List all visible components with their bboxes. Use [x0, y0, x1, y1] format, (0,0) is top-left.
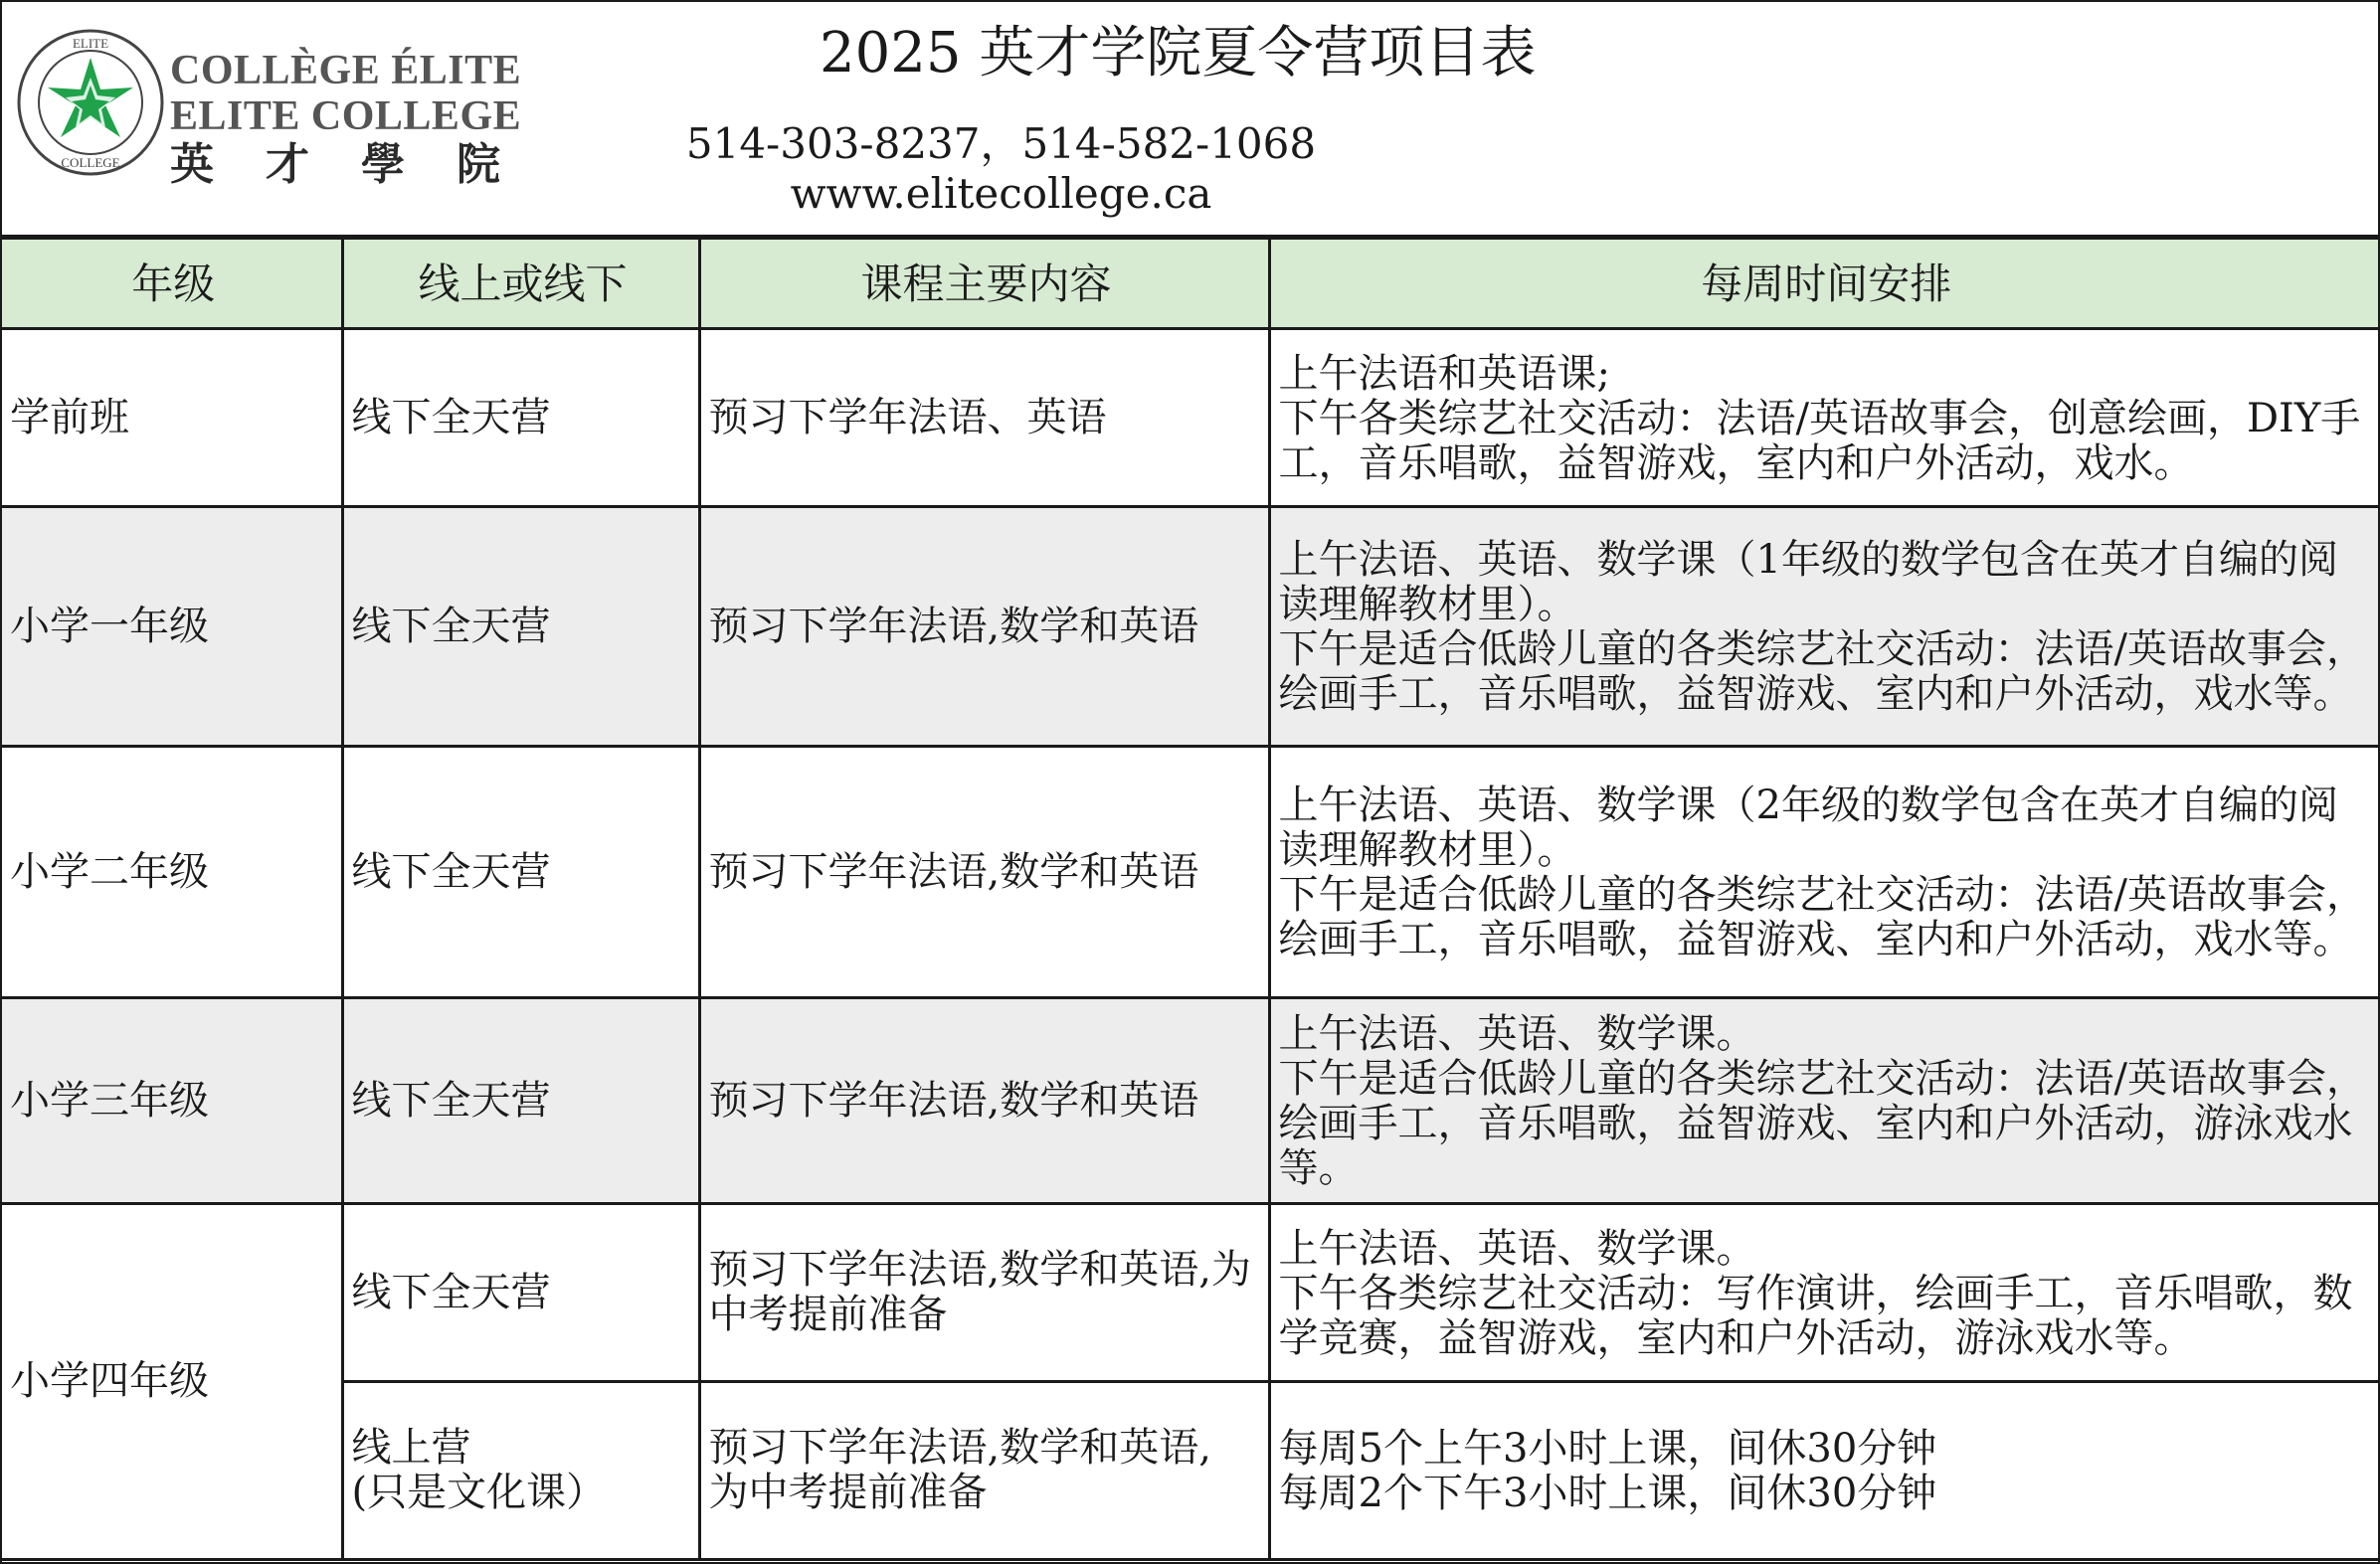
content-cell: 预习下学年法语,数学和英语	[699, 998, 1269, 1204]
mode-cell: 线下全天营	[342, 747, 699, 998]
logo-line-chinese: 英才學院	[170, 140, 552, 189]
schedule-line: 上午法语和英语课;	[1278, 350, 1610, 397]
content-line: 为中考提前准备	[708, 1470, 988, 1515]
phone-numbers-text: 514-303-8237，514-582-1068	[685, 119, 1317, 168]
mode-cell	[342, 1382, 699, 1560]
grade-cell: 学前班	[2, 329, 342, 507]
grade-cell: 小学二年级	[2, 747, 342, 998]
schedule-line: 上午法语、英语、数学课。	[1278, 1225, 1756, 1272]
content-cell: 预习下学年法语,数学和英语	[699, 507, 1269, 747]
table-header-row	[2, 240, 2378, 329]
website-text[interactable]: www.elitecollege.ca	[790, 169, 1212, 218]
schedule-cell	[1269, 747, 2378, 998]
website-link[interactable]	[2, 169, 2378, 219]
schedule-line: 上午法语、英语、数学课（2年级的数学包含在英才自编的阅读理解教材里）。	[1278, 782, 2338, 873]
page-title: 2025 英才学院夏令营项目表	[820, 21, 1537, 86]
schedule-cell	[1269, 1382, 2378, 1560]
table-row	[2, 747, 2378, 998]
logo-line-french: COLLÈGE ÉLITE	[170, 48, 522, 93]
schedule-line: 下午是适合低龄儿童的各类综艺社交活动：法语/英语故事会，绘画手工，音乐唱歌，益智游戏、室内和户外活动，戏水等。	[1278, 626, 2366, 717]
seal-bottom-text: COLLEGE	[61, 155, 120, 170]
schedule-cell	[1269, 1204, 2378, 1382]
mode-cell: 线下全天营	[342, 1204, 699, 1382]
header-mode: 线上或线下	[342, 240, 699, 329]
table-row	[2, 1204, 2378, 1382]
page-header	[2, 2, 2378, 240]
schedule-line: 每周2个下午3小时上课，间休30分钟	[1278, 1471, 1937, 1516]
header-schedule: 每周时间安排	[1269, 240, 2378, 329]
mode-line: (只是文化课）	[351, 1470, 607, 1515]
content-cell: 预习下学年法语、英语	[699, 329, 1269, 507]
header-content: 课程主要内容	[699, 240, 1269, 329]
schedule-cell	[1269, 998, 2378, 1204]
mode-cell: 线下全天营	[342, 507, 699, 747]
mode-cell: 线下全天营	[342, 998, 699, 1204]
content-cell: 预习下学年法语,数学和英语	[699, 747, 1269, 998]
schedule-line: 上午法语、英语、数学课（1年级的数学包含在英才自编的阅读理解教材里）。	[1278, 537, 2338, 627]
mode-line: 线上营	[351, 1425, 471, 1471]
schedule-line: 下午是适合低龄儿童的各类综艺社交活动：法语/英语故事会，绘画手工，音乐唱歌，益智游戏、室内和户外活动，游泳戏水等。	[1278, 1056, 2366, 1191]
content-cell: 预习下学年法语,数学和英语,为中考提前准备	[699, 1204, 1269, 1382]
schedule-line: 每周5个上午3小时上课，间休30分钟	[1278, 1426, 1937, 1472]
header-grade: 年级	[2, 240, 342, 329]
schedule-line: 上午法语、英语、数学课。	[1278, 1011, 1756, 1057]
phone-numbers	[2, 119, 2378, 169]
table-row	[2, 507, 2378, 747]
grade-cell: 小学一年级	[2, 507, 342, 747]
seal-top-text: ELITE	[72, 36, 109, 51]
grade-cell: 小学三年级	[2, 998, 342, 1204]
table-row	[2, 329, 2378, 507]
logo-line-english: ELITE COLLEGE	[170, 93, 522, 139]
schedule-cell	[1269, 329, 2378, 507]
grade-cell: 小学四年级	[2, 1204, 342, 1560]
schedule-line: 下午各类综艺社交活动：法语/英语故事会，创意绘画，DIY手工，音乐唱歌，益智游戏，室内和户外活动，戏水。	[1278, 395, 2361, 486]
schedule-line: 下午各类综艺社交活动：写作演讲，绘画手工，音乐唱歌，数学竞赛，益智游戏，室内和户外活动，游泳戏水等。	[1278, 1270, 2353, 1361]
table-row	[2, 998, 2378, 1204]
table-row	[2, 1382, 2378, 1560]
program-table	[2, 240, 2378, 1561]
mode-cell: 线下全天营	[342, 329, 699, 507]
schedule-line: 下午是适合低龄儿童的各类综艺社交活动：法语/英语故事会，绘画手工，音乐唱歌，益智游戏、室内和户外活动，戏水等。	[1278, 872, 2366, 962]
schedule-cell	[1269, 507, 2378, 747]
content-line: 预习下学年法语,数学和英语,	[708, 1425, 1211, 1471]
content-cell	[699, 1382, 1269, 1560]
